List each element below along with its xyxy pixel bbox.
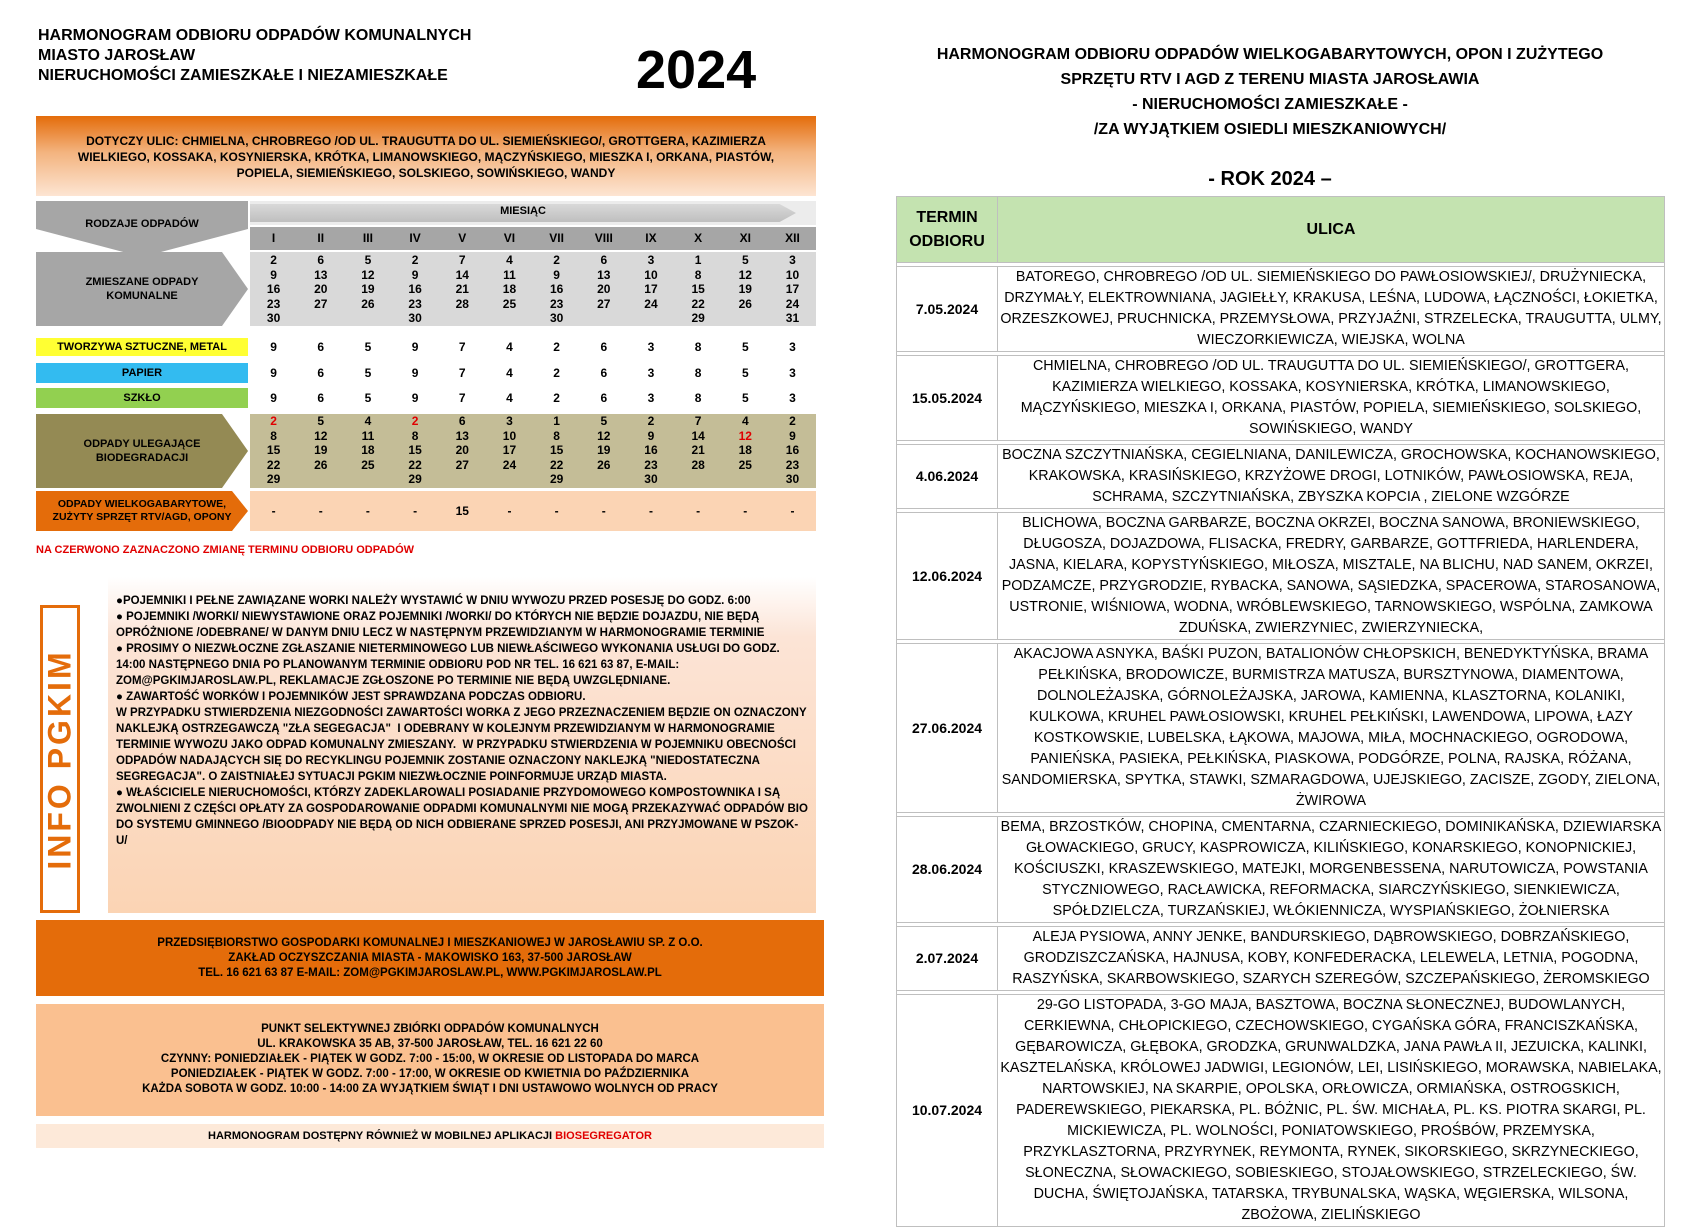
right-title	[890, 42, 1650, 142]
date-value: 19	[314, 443, 328, 458]
date-value: 9	[270, 267, 277, 282]
table-row	[897, 644, 1665, 813]
date-value: 3	[506, 414, 513, 428]
pickup-date: 27.06.2024	[897, 644, 998, 813]
cell-glass: 3	[789, 391, 796, 405]
cell-bulky: -	[413, 504, 418, 518]
street-list: BLICHOWA, BOCZNA GARBARZE, BOCZNA OKRZEI, BOCZNA SANOWA, BRONIEWSKIEGO, DŁUGOSZA, DOJAZDOWA, FLISACKA, FREDRY, GARBARZE, GOTTFRIEDA, HARLENDERA, JASNA, KIELARA, KOPYSTYŃSKIEGO, MIŁOSZA, MISZTALE, NA BLICHU, NAD SANEM, OKRZEI, PODZAMCZE, PRZYGRODZIE, RYBACKA, SANOWA, SĄSIEDZKA, SPACEROWA, STAROSANOWA, USTRONIE, WIŚNIOWA, WODNA, WRÓBLEWSKIEGO, TARNOWSKIEGO, WSPÓLNA, ZAMKOWA ZDUŃSKA, ZWIERZYNIEC, ZWIERZYNIECKA,	[998, 513, 1665, 640]
month-label: II	[317, 231, 325, 245]
date-value: 26	[361, 296, 375, 311]
values-paper	[250, 363, 816, 383]
values-mixed	[250, 252, 816, 326]
table-header-row	[897, 197, 1665, 263]
cell-bio	[486, 414, 533, 488]
pszok-line-1: PUNKT SELEKTYWNEJ ZBIÓRKI ODPADÓW KOMUNALNYCH	[261, 1023, 599, 1035]
date-value: 13	[314, 267, 328, 282]
date-value: 22	[266, 457, 281, 472]
cell-bio	[250, 414, 297, 488]
date-value: 6	[458, 414, 466, 428]
cell-bio	[627, 414, 674, 488]
company-box	[36, 920, 824, 996]
cell-mixed	[722, 252, 769, 326]
date-value: 2	[270, 253, 277, 267]
date-value: 19	[597, 443, 611, 458]
date-value: 12	[361, 267, 375, 282]
date-value: 21	[691, 443, 705, 458]
date-value: 2	[647, 414, 655, 428]
cell-glass: 6	[317, 391, 325, 405]
left-title-line-1: HARMONOGRAM ODBIORU ODPADÓW KOMUNALNYCH	[38, 27, 472, 44]
pickup-date: 4.06.2024	[897, 445, 998, 509]
cell-paper: 7	[458, 366, 466, 380]
date-value: 10	[644, 267, 658, 282]
street-list: BOCZNA SZCZYTNIAŃSKA, CEGIELNIANA, DANILEWICZA, GROCHOWSKA, KOCHANOWSKIEGO, KRAKOWSKA, KRASIŃSKIEGO, KRZYŻOWE DROGI, LOTNIKÓW, PAWŁOSIOWSKA, REJA, SCHRAMA, SZCZYTNIAŃSKA, ZBYSZKA KOPCIA , ZIELONE WZGÓRZE	[998, 445, 1665, 509]
cell-paper: 2	[553, 366, 560, 380]
date-value: 21	[455, 282, 469, 297]
date-value: 9	[647, 428, 655, 443]
date-value: 24	[785, 296, 800, 311]
date-value: 30	[644, 472, 658, 487]
cell-bio	[722, 414, 769, 488]
left-title-line-2: MIASTO JAROSŁAW	[38, 47, 196, 64]
date-value: 22	[691, 296, 705, 311]
right-title-line-1: HARMONOGRAM ODBIORU ODPADÓW WIELKOGABARYTOWYCH, OPON I ZUŻYTEGO	[936, 46, 1604, 63]
month-label: I	[271, 231, 276, 245]
date-value: 11	[361, 428, 375, 443]
cell-bulky: -	[318, 504, 323, 518]
cell-bio	[533, 414, 580, 488]
pickup-date: 12.06.2024	[897, 513, 998, 640]
cell-bulky: -	[271, 504, 276, 518]
cell-plastic: 3	[647, 340, 655, 354]
street-list: CHMIELNA, CHROBREGO /OD UL. TRAUGUTTA DO UL. SIEMIEŃSKIEGO/, GROTTGERA, KAZIMIERZA WIELKIEGO, KOSSAKA, KOSYNIERSKA, KRÓTKA, LIMANOWSKIEGO, MĄCZYŃSKIEGO, MIESZKA I, ORKANA, PIASTÓW, POPIELA, SIEMIEŃSKIEGO, SOLSKIEGO, SOWIŃSKIEGO, WANDY	[998, 356, 1665, 441]
app-brand: BIOSEGREGATOR	[555, 1130, 652, 1142]
date-value: 18	[502, 282, 517, 297]
date-value: 20	[597, 282, 611, 297]
info-text: ●POJEMNIKI I PEŁNE ZAWIĄZANE WORKI NALEŻY WYSTAWIĆ W DNIU WYWOZU PRZED POSESJĘ DO GODZ. 6:00 ● POJEMNIKI /WORKI/ NIEWYSTAWIONE ORAZ POJEMNIKI /WORKI/ DO KTÓRYCH NIE BĘDZIE DOJAZDU, NIE BĘDĄ OPRÓŻNIONE /ODEBRANE/ W DANYM DNIU LECZ W NASTĘPNYM PRZEWIDZIANYM W HARMONOGRAMIE TERMINIE ● PROSIMY O NIEZWŁOCZNE ZGŁASZANIE NIETERMINOWEGO LUB NIEWŁAŚCIWEGO WYKONANIA USŁUGI DO GODZ. 14:00 NASTĘPNEGO DNIA PO PLANOWANYM TERMINIE ODBIORU POD NR TEL. 16 621 63 87, E-MAIL: ZOM@PGKIMJAROSLAW.PL, REKLAMACJE ZGŁOSZONE PO TERMINIE NIE BĘDĄ UWZGLĘDNIANE. ● ZAWARTOŚĆ WORKÓW I POJEMNIKÓW JEST SPRAWDZANA PODCZAS ODBIORU. W PRZYPADKU STWIERDZENIA NIEZGODNOŚCI ZAWARTOŚCI WORKA Z JEGO PRZEZNACZENIEM BĘDZIE ON OZNACZONY NAKLEJKĄ OSTRZEGAWCZĄ "ZŁA SEGEGACJA" I ODEBRANY W KOLEJNYM PRZEWIDZIANYM W HARMONOGRAMIE TERMINIE WYWOZU JAKO ODPAD KOMUNALNY ZMIESZANY. W PRZYPADKU STWIERDZENIA W POJEMNIKU OBECNOŚCI ODPADÓW NADAJĄCYCH SIĘ DO RECYKLINGU POJEMNIK ZOSTANIE OZNACZONY NAKLEJKĄ "NIEDOSTATECZNA SEGREGACJA". O ZAISTNIAŁEJ SYTUACJI PGKIM NIEZWŁOCZNIE POINFORMUJE URZĄD MIASTA. ● WŁAŚCICIELE NIERUCHOMOŚCI, KTÓRZY ZADEKLAROWALI POSIADANIE PRZYDOMOWEGO KOMPOSTOWNIKA I SĄ ZWOLNIENI Z CZĘŚCI OPŁATY ZA GOSPODAROWANIE ODPADMI KOMUNALNYMI NIE MOGĄ PRZEKAZYWAĆ ODPADÓW BIO DO SYSTEMU GMINNEGO /BIOODPADY NIE BĘDĄ OD NICH ODBIERANE SPRZED POSESJI, ANI PRZYJMOWANE W PSZOK-U/	[116, 595, 808, 847]
date-value: 25	[502, 296, 517, 311]
row-plastic	[36, 338, 816, 356]
cell-bulky: -	[696, 504, 701, 518]
cell-bio	[392, 414, 439, 488]
date-value: 18	[361, 443, 375, 458]
date-value: 23	[785, 457, 800, 472]
date-value: 3	[789, 253, 796, 267]
cell-plastic: 8	[694, 340, 702, 354]
date-value: 5	[600, 414, 608, 428]
date-value: 6	[600, 253, 608, 267]
cell-mixed	[486, 252, 533, 326]
date-value: 27	[455, 457, 469, 472]
row-bio	[36, 414, 816, 488]
date-value: 29	[549, 472, 564, 487]
month-label: VIII	[594, 231, 613, 245]
date-value: 16	[785, 443, 800, 458]
bio-label-text: ODPADY ULEGAJĄCE BIODEGRADACJI	[83, 438, 201, 464]
date-value: 17	[785, 282, 800, 297]
header-term	[897, 197, 998, 263]
cell-plastic: 5	[364, 340, 372, 354]
date-value: 20	[314, 282, 328, 297]
date-value: 23	[408, 296, 422, 311]
bulky-schedule-table	[896, 196, 1665, 1227]
row-label-bulky	[36, 491, 248, 531]
date-value: 19	[361, 282, 375, 297]
cell-bulky: -	[601, 504, 606, 518]
date-value: 16	[644, 443, 658, 458]
cell-bio	[675, 414, 722, 488]
info-text-box	[108, 577, 816, 913]
date-value: 23	[644, 457, 658, 472]
year-heading: 2024	[636, 40, 757, 100]
date-value: 10	[502, 428, 517, 443]
table-row	[897, 356, 1665, 441]
street-list: BEMA, BRZOSTKÓW, CHOPINA, CMENTARNA, CZARNIECKIEGO, DOMINIKAŃSKA, DZIEWIARSKA GŁOWACKIEGO, GRUCY, KASPROWICZA, KILIŃSKIEGO, KONARSKIEGO, KONOPNICKIEJ, KOŚCIUSZKI, KRASZEWSKIEGO, MATEJKI, MORGENBESSENA, NARUTOWICZA, POWSTANIA STYCZNIOWEGO, RACŁAWICKA, REFORMACKA, SIARCZYŃSKIEGO, SIENKIEWICZA, SPÓŁDZIELCZA, TURZAŃSKIEJ, WŁÓKIENNICZA, WYSPIAŃSKIEGO, ŻOŁNIERSKA	[998, 817, 1665, 923]
cell-paper: 5	[741, 366, 749, 380]
date-value: 1	[553, 414, 560, 428]
cell-glass: 5	[364, 391, 372, 405]
date-value: 4	[506, 253, 513, 267]
date-value: 10	[785, 267, 800, 282]
pszok-box	[36, 1004, 824, 1116]
cell-paper: 4	[506, 366, 513, 380]
cell-bio	[297, 414, 344, 488]
date-value: 23	[266, 296, 281, 311]
cell-bulky: -	[743, 504, 748, 518]
cell-paper: 3	[647, 366, 655, 380]
date-value: 12	[738, 267, 752, 282]
row-paper	[36, 363, 816, 383]
info-section	[36, 577, 816, 913]
date-value: 25	[361, 457, 375, 472]
date-value: 2	[553, 253, 560, 267]
changed-date-value: 12	[738, 428, 752, 443]
date-value: 14	[455, 267, 469, 282]
cell-bulky: -	[648, 504, 653, 518]
date-value: 12	[597, 428, 611, 443]
left-title	[38, 26, 638, 86]
date-value: 26	[597, 457, 611, 472]
cell-glass: 2	[553, 391, 560, 405]
date-value: 5	[317, 414, 325, 428]
company-line-1: PRZEDSIĘBIORSTWO GOSPODARKI KOMUNALNEJ I MIESZKANIOWEJ W JAROSŁAWIU SP. Z O.O.	[157, 937, 703, 949]
cell-paper: 8	[694, 366, 702, 380]
date-value: 25	[738, 457, 752, 472]
cell-mixed	[297, 252, 344, 326]
cell-glass: 3	[647, 391, 655, 405]
company-line-3: TEL. 16 621 63 87 E-MAIL: ZOM@PGKIMJAROSLAW.PL, WWW.PGKIMJAROSLAW.PL	[198, 967, 662, 979]
cell-glass: 9	[411, 391, 419, 405]
date-value: 18	[738, 443, 752, 458]
pszok-line-2: UL. KRAKOWSKA 35 AB, 37-500 JAROSŁAW, TEL. 16 621 22 60	[257, 1038, 603, 1050]
date-value: 2	[789, 414, 796, 428]
month-label: VII	[549, 231, 564, 245]
right-title-line-3: - NIERUCHOMOŚCI ZAMIESZKAŁE -	[1132, 96, 1408, 113]
header-term-text: TERMIN ODBIORU	[909, 208, 985, 250]
cell-mixed	[250, 252, 297, 326]
cell-plastic: 5	[741, 340, 749, 354]
cell-mixed	[533, 252, 580, 326]
date-value: 7	[458, 253, 466, 267]
date-value: 31	[785, 311, 800, 326]
month-label: III	[362, 231, 373, 245]
values-bulky	[250, 491, 816, 531]
date-value: 16	[408, 282, 422, 297]
app-note-text: HARMONOGRAM DOSTĘPNY RÓWNIEŻ W MOBILNEJ APLIKACJI	[208, 1130, 553, 1142]
info-pgkim-label: INFO PGKIM	[41, 648, 78, 870]
date-value: 1	[694, 253, 702, 267]
cell-mixed	[344, 252, 391, 326]
date-value: 15	[549, 443, 564, 458]
date-value: 9	[553, 267, 560, 282]
row-bulky	[36, 491, 816, 531]
date-value: 30	[785, 472, 800, 487]
month-header	[250, 201, 816, 225]
date-value: 29	[408, 472, 422, 487]
pszok-line-4: PONIEDZIAŁEK - PIĄTEK W GODZ. 7:00 - 17:00, W OKRESIE OD KWIETNIA DO PAŹDZIERNIKA	[170, 1068, 690, 1080]
right-year-heading: - ROK 2024 –	[1208, 168, 1332, 190]
table-row	[897, 817, 1665, 923]
date-value: 15	[408, 443, 422, 458]
pickup-date: 15.05.2024	[897, 356, 998, 441]
right-title-line-2: SPRZĘTU RTV I AGD Z TERENU MIASTA JAROSŁAWIA	[1060, 71, 1480, 88]
cell-bulky: -	[554, 504, 559, 518]
cell-mixed	[580, 252, 627, 326]
row-label-bio	[36, 414, 248, 488]
date-value: 19	[738, 282, 752, 297]
date-value: 22	[549, 457, 564, 472]
cell-paper: 6	[317, 366, 325, 380]
info-pgkim-box	[40, 605, 80, 913]
cell-paper: 6	[600, 366, 608, 380]
cell-mixed	[627, 252, 674, 326]
date-value: 26	[314, 457, 328, 472]
date-value: 6	[317, 253, 325, 267]
date-value: 28	[455, 296, 469, 311]
date-value: 24	[644, 296, 658, 311]
date-value: 12	[314, 428, 328, 443]
cell-bio	[580, 414, 627, 488]
header-street: ULICA	[998, 197, 1665, 263]
left-title-line-3: NIERUCHOMOŚCI ZAMIESZKAŁE I NIEZAMIESZKAŁE	[38, 67, 448, 84]
month-label: IX	[645, 231, 657, 245]
cell-bulky: -	[365, 504, 370, 518]
street-list: 29-GO LISTOPADA, 3-GO MAJA, BASZTOWA, BOCZNA SŁONECZNEJ, BUDOWLANYCH, CERKIEWNA, CHŁOPICKIEGO, CZECHOWSKIEGO, CYGAŃSKA GÓRA, FRANCISZKAŃSKA, GĘBAROWICZA, GŁĘBOKA, GRODZKA, GRUNWALDZKA, JANA PAWŁA II, JEZUICKA, KALINKI, KASZTELAŃSKA, KRÓLOWEJ JADWIGI, LEGIONÓW, LEI, LISIŃSKIEGO, MORAWSKA, NABIELAKA, NARTOWSKIEJ, NA SKARPIE, OPOLSKA, ORŁOWICZA, ORMIAŃSKA, OSTROGSKICH, PADEREWSKIEGO, PIEKARSKA, PL. BÓŻNIC, PL. ŚW. MICHAŁA, PL. KS. PIOTRA SKARGI, PL. MICKIEWICZA, PL. WOLNOŚCI, PONIATOWSKIEGO, PROŚBÓW, PRZEMYSKA, PRZYKLASZTORNA, PRZYRYNEK, REYMONTA, RYNEK, SIKORSKIEGO, SKRZYNECKIEGO, SŁONECZNA, SŁOWACKIEGO, SOBIESKIEGO, STOJAŁOWSKIEGO, STRZELECKIEGO, ŚW. DUCHA, ŚWIĘTOJAŃSKA, TATARSKA, TRYBUNALSKA, WĄSKA, WĘGIERSKA, WILSONA, ZBOŻOWA, ZIELIŃSKIEGO	[998, 995, 1665, 1227]
row-label-mixed	[36, 252, 248, 326]
changed-date-value: 2	[270, 414, 277, 428]
date-value: 4	[741, 414, 749, 428]
cell-paper: 3	[789, 366, 796, 380]
down-arrow-shape	[36, 201, 248, 259]
pickup-date: 7.05.2024	[897, 267, 998, 352]
row-label-glass: SZKŁO	[36, 388, 248, 408]
cell-mixed	[675, 252, 722, 326]
date-value: 29	[691, 311, 705, 326]
streets-box: DOTYCZY ULIC: CHMIELNA, CHROBREGO /OD UL. TRAUGUTTA DO UL. SIEMIEŃSKIEGO/, GROTTGERA, KAZIMIERZA WIELKIEGO, KOSSAKA, KOSYNIERSKA, KRÓTKA, LIMANOWSKIEGO, MĄCZYŃSKIEGO, MIESZKA I, ORKANA, PIASTÓW, POPIELA, SIEMIEŃSKIEGO, SOLSKIEGO, SOWIŃSKIEGO, WANDY	[36, 116, 816, 196]
date-value: 8	[411, 428, 419, 443]
right-title-line-4: /ZA WYJĄTKIEM OSIEDLI MIESZKANIOWYCH/	[1093, 121, 1447, 138]
date-value: 30	[266, 311, 281, 326]
month-label: VI	[503, 231, 516, 245]
waste-types-label: RODZAJE ODPADÓW	[85, 218, 199, 230]
cell-glass: 8	[694, 391, 702, 405]
values-bio	[250, 414, 816, 488]
cell-plastic: 7	[458, 340, 466, 354]
row-mixed-waste	[36, 252, 816, 326]
cell-glass: 6	[600, 391, 608, 405]
date-value: 29	[266, 472, 281, 487]
waste-types-header	[36, 201, 248, 259]
date-value: 23	[549, 296, 564, 311]
table-row	[897, 927, 1665, 991]
date-value: 30	[408, 311, 422, 326]
bulky-label-text: ODPADY WIELKOGABARYTOWE, ZUŻYTY SPRZĘT RTV/AGD, OPONY	[52, 498, 232, 523]
mixed-label-text: ZMIESZANE ODPADY KOMUNALNE	[85, 276, 199, 302]
date-value: 2	[411, 253, 419, 267]
red-change-note: NA CZERWONO ZAZNACZONO ZMIANĘ TERMINU ODBIORU ODPADÓW	[36, 544, 415, 556]
months-row	[250, 227, 816, 250]
cell-plastic: 6	[317, 340, 325, 354]
table-row	[897, 267, 1665, 352]
month-label: XI	[739, 231, 751, 245]
date-value: 16	[266, 282, 281, 297]
date-value: 3	[647, 253, 655, 267]
date-value: 27	[314, 296, 328, 311]
date-value: 15	[691, 282, 705, 297]
table-row	[897, 513, 1665, 640]
cell-mixed	[439, 252, 486, 326]
cell-bulky: -	[507, 504, 512, 518]
cell-plastic: 6	[600, 340, 608, 354]
street-list: BATOREGO, CHROBREGO /OD UL. SIEMIEŃSKIEGO DO PAWŁOSIOWSKIEJ/, DRUŻYNIECKA, DRZYMAŁY, ELEKTROWNIANA, JAGIEŁŁY, KRAKUSA, LEŚNA, LUDOWA, ŁĄCZNOŚCI, ŁOKIETKA, ORZESZKOWEJ, PRUCHNICKA, PRZEMYSŁOWA, PRZYJAŹNI, STRZELECKA, TRAUGUTTA, ULMY, WIECZORKIEWICZA, WIEJSKA, WOLNA	[998, 267, 1665, 352]
date-value: 20	[455, 443, 469, 458]
cell-paper: 9	[270, 366, 277, 380]
company-line-2: ZAKŁAD OCZYSZCZANIA MIASTA - MAKOWISKO 163, 37-500 JAROSŁAW	[228, 952, 632, 964]
date-value: 13	[455, 428, 469, 443]
cell-plastic: 3	[789, 340, 796, 354]
cell-bio	[769, 414, 816, 488]
month-label: IV	[409, 231, 421, 245]
cell-plastic: 2	[553, 340, 560, 354]
values-plastic	[250, 338, 816, 358]
date-value: 4	[364, 414, 372, 428]
app-note	[36, 1124, 824, 1148]
date-value: 14	[691, 428, 705, 443]
cell-plastic: 9	[411, 340, 419, 354]
date-value: 8	[270, 428, 277, 443]
cell-paper: 9	[411, 366, 419, 380]
street-list: ALEJA PYSIOWA, ANNY JENKE, BANDURSKIEGO, DĄBROWSKIEGO, DOBRZAŃSKIEGO, GRODZISZCZAŃSKA, HAJNUSA, KOBY, KONFEDERACKA, LELEWELA, LETNIA, POGODNA, RASZYŃSKA, SKARBOWSKIEGO, SZARYCH SZEREGÓW, SZCZEPAŃSKIEGO, ŻEROMSKIEGO	[998, 927, 1665, 991]
date-value: 5	[364, 253, 372, 267]
month-header-label: MIESIĄC	[500, 205, 546, 217]
date-value: 9	[411, 267, 419, 282]
street-list: AKACJOWA ASNYKA, BAŚKI PUZON, BATALIONÓW CHŁOPSKICH, BENEDYKTYŃSKA, BRAMA PEŁKIŃSKA, BRODOWICZE, BURMISTRZA MATUSZA, BURSZTYNOWA, DIAMENTOWA, DOLNOLEŻAJSKA, GÓRNOLEŻAJSKA, JAROWA, KAMIENNA, KLASZTORNA, KOLANIKI, KULKOWA, KRUHEL PAWŁOSIOWSKI, KRUHEL PEŁKIŃSKI, LAWENDOWA, LIPOWA, ŁAZY KOSTKOWSKIE, LUBELSKA, ŁĄKOWA, MAJOWA, MIŁA, MOCHNACKIEGO, OGRODOWA, PANIEŃSKA, PASIEKA, PEŁKIŃSKA, PIASKOWA, PODGÓRZE, POLNA, RAJSKA, RÓŻANA, SANDOMIERSKA, SPYTKA, STAWKI, SZMARAGDOWA, UJEJSKIEGO, ZACISZE, ZGODY, ZIELONA, ŻWIROWA	[998, 644, 1665, 813]
changed-date-value: 2	[411, 414, 419, 428]
date-value: 11	[503, 267, 516, 282]
month-label: V	[458, 231, 467, 245]
cell-glass: 7	[458, 391, 466, 405]
month-label: X	[694, 231, 703, 245]
cell-glass: 4	[506, 391, 513, 405]
cell-plastic: 4	[506, 340, 513, 354]
date-value: 16	[549, 282, 564, 297]
date-value: 24	[502, 457, 517, 472]
cell-plastic: 9	[270, 340, 277, 354]
cell-mixed	[392, 252, 439, 326]
date-value: 15	[266, 443, 281, 458]
cell-glass: 9	[270, 391, 277, 405]
row-glass	[36, 388, 816, 408]
month-label: XII	[785, 231, 800, 245]
cell-mixed	[769, 252, 816, 326]
cell-bulky: 15	[455, 504, 469, 518]
date-value: 8	[553, 428, 560, 443]
date-value: 27	[597, 296, 611, 311]
cell-glass: 5	[741, 391, 749, 405]
table-body	[897, 263, 1665, 1227]
date-value: 17	[502, 443, 517, 458]
date-value: 5	[741, 253, 749, 267]
date-value: 30	[549, 311, 564, 326]
date-value: 28	[691, 457, 705, 472]
table-row	[897, 445, 1665, 509]
row-label-plastic: TWORZYWA SZTUCZNE, METAL	[36, 338, 248, 356]
pszok-line-5: KAŻDA SOBOTA W GODZ. 10:00 - 14:00 ZA WYJĄTKIEM ŚWIĄT I DNI USTAWOWO WOLNYCH OD PRACY	[142, 1083, 718, 1095]
pickup-date: 10.07.2024	[897, 995, 998, 1227]
date-value: 17	[644, 282, 658, 297]
cell-paper: 5	[364, 366, 372, 380]
date-value: 22	[408, 457, 422, 472]
date-value: 7	[694, 414, 702, 428]
values-glass	[250, 388, 816, 408]
cell-bio	[344, 414, 391, 488]
row-label-paper: PAPIER	[36, 363, 248, 383]
date-value: 9	[789, 428, 796, 443]
date-value: 26	[738, 296, 752, 311]
date-value: 8	[694, 267, 702, 282]
table-row	[897, 995, 1665, 1227]
cell-bulky: -	[790, 504, 795, 518]
cell-bio	[439, 414, 486, 488]
pszok-line-3: CZYNNY: PONIEDZIAŁEK - PIĄTEK W GODZ. 7:00 - 15:00, W OKRESIE OD LISTOPADA DO MARCA	[160, 1053, 700, 1065]
pickup-date: 28.06.2024	[897, 817, 998, 923]
pickup-date: 2.07.2024	[897, 927, 998, 991]
date-value: 13	[597, 267, 611, 282]
